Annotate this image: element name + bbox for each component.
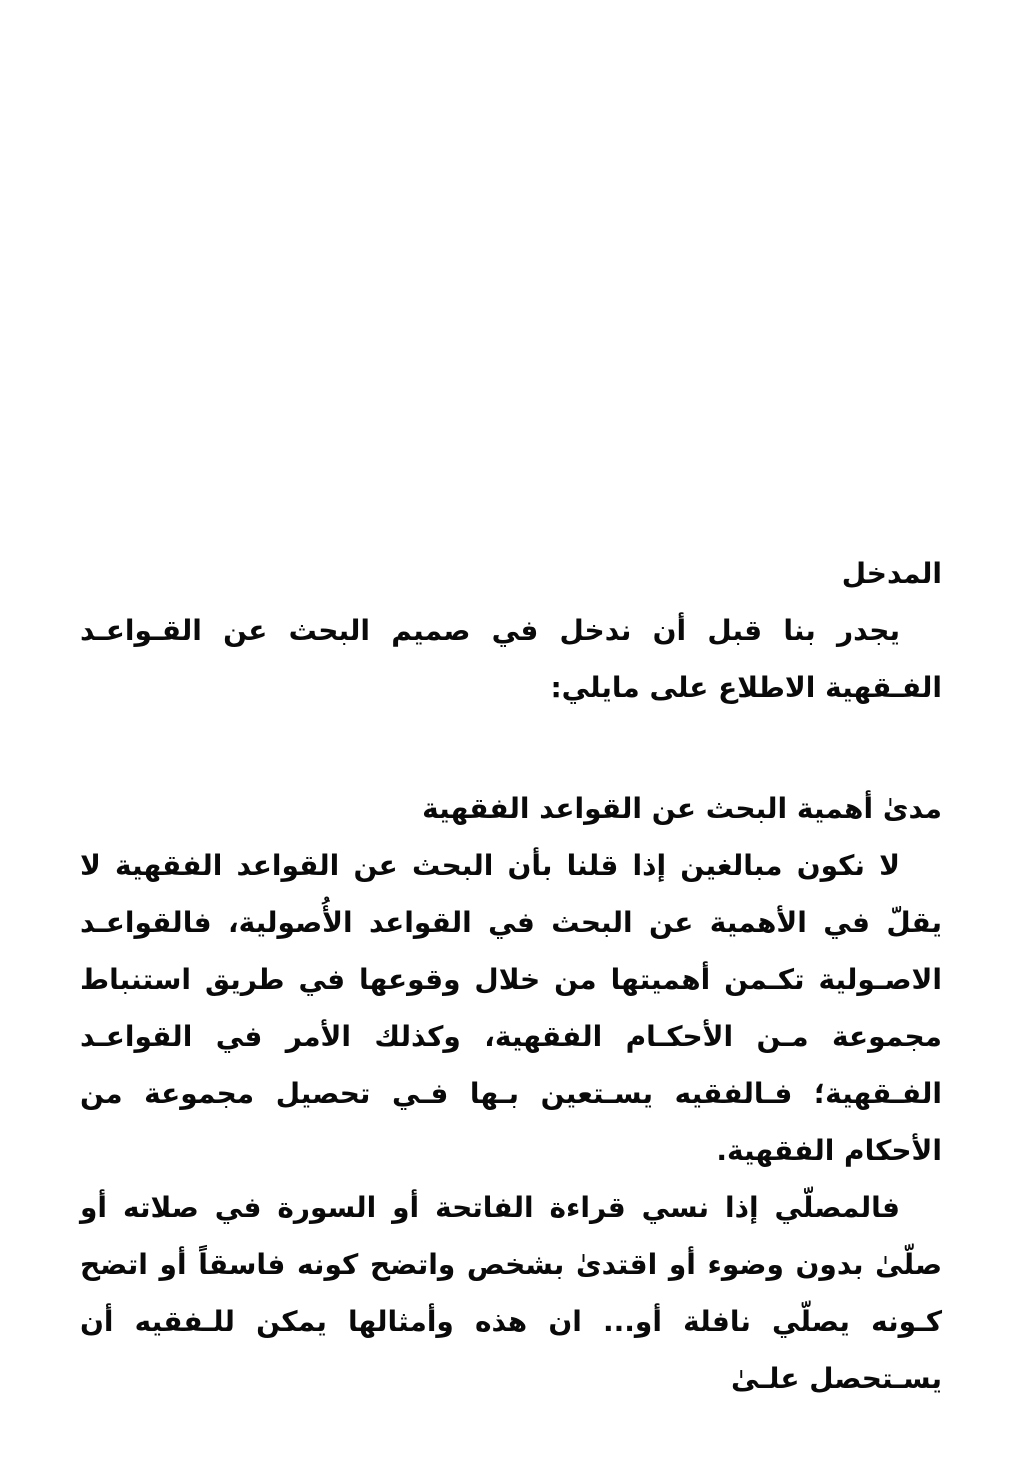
text-block — [80, 545, 942, 1407]
paragraph-intro: يجدر بنا قبل أن ندخل في صميم البحث عن القـواعـد الفـقهية الاطلاع على مايلي: — [80, 614, 942, 704]
section-heading-importance: مدىٰ أهمية البحث عن القواعد الفقهية — [422, 792, 942, 825]
section-heading-introduction: المدخل — [841, 557, 942, 590]
paragraph-importance: لا نكون مبالغين إذا قلنا بأن البحث عن القواعد الفقهية لا يقلّ في الأهمية عن البحث في القواعد الأُصولية، فالقواعـد الاصـولية تكـمن أهميتها من خلال وقوعها في طريق استنباط مجموعة مـن الأحكـام الفقهية، وكذلك الأمر في القواعـد الفـقهية؛ فـالفقيه يسـتعين بـها فـي تحصيل مجموعة من الأحكام الفقهية. — [80, 849, 942, 1167]
paragraph-example: فالمصلّي إذا نسي قراءة الفاتحة أو السورة في صلاته أو صلّىٰ بدون وضوء أو اقتدىٰ بشخص واتضح كونه فاسقاً أو اتضح كـونه يصلّي نافلة أو... ان هذه وأمثالها يمكن للـفقيه أن يسـتحصل علـىٰ — [80, 1191, 942, 1395]
